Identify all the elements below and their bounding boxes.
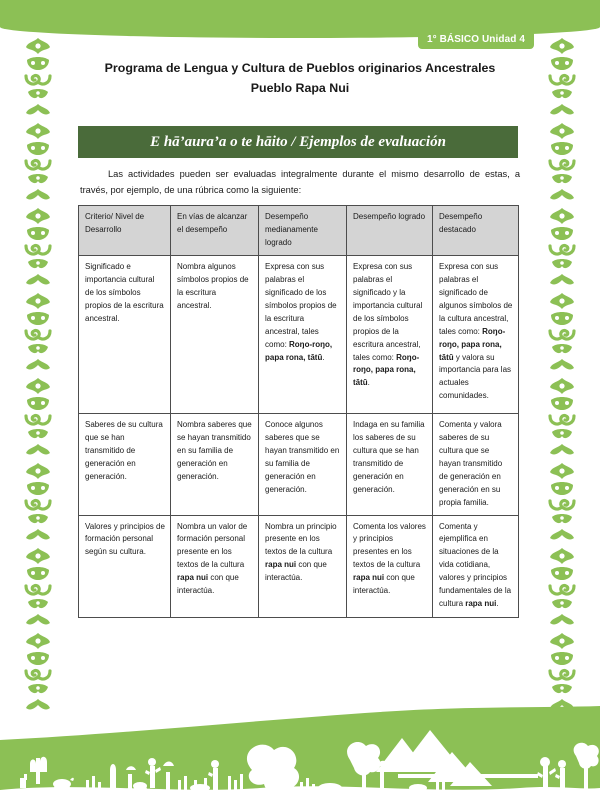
table-row [79,255,519,413]
page-title [60,58,540,99]
table-header-row [79,206,519,256]
cell-medianamente: Nombra un principio presente en los textos de la cultura rapa nui con que interactúa. [259,515,347,617]
section-banner [78,126,518,158]
cell-criterio: Saberes de su cultura que se han transmitido de generación en generación. [79,413,171,515]
rubric-table [78,205,519,618]
cell-destacado: Expresa con sus palabras el significado de algunos símbolos de la cultura ancestral, tales como: Roŋo-roŋo, papa rona, tātū y valora su importancia para las actuales comunidades. [433,255,519,413]
column-header-medianamente: Desempeño medianamente logrado [259,206,347,256]
table-row [79,413,519,515]
cell-medianamente: Conoce algunos saberes que se hayan transmitido en su familia de generación en generación. [259,413,347,515]
cell-logrado: Indaga en su familia los saberes de su cultura que se han transmitido de generación en generación. [347,413,433,515]
cell-en-vias: Nombra saberes que se hayan transmitido en su familia de generación en generación. [171,413,259,515]
column-header-en-vias: En vías de alcanzar el desempeño [171,206,259,256]
intro-paragraph [80,167,520,199]
page-title-line1: Programa de Lengua y Cultura de Pueblos originarios Ancestrales [104,61,496,75]
ornament-border-left [22,36,54,716]
intro-line-1: Las actividades pueden ser evaluadas integralmente durante el mismo desarrollo de estas, [108,169,510,179]
cell-logrado: Expresa con sus palabras el significado y la importancia cultural de los símbolos propios de la escritura ancestral, tales como: Roŋo-roŋo, papa rona, tātū. [347,255,433,413]
intro-line-2: a través, por ejemplo, de una rúbrica como la siguiente: [80,169,520,195]
cell-logrado: Comenta los valores y principios presentes en los textos de la cultura rapa nui con que interactúa. [347,515,433,617]
cell-medianamente: Expresa con sus palabras el significado de los símbolos propios de la escritura ancestral, tales como: Roŋo-roŋo, papa rona, tātū. [259,255,347,413]
section-banner-text: E hā’aura’a o te hāito / Ejemplos de evaluación [150,133,446,150]
page-title-line2: Pueblo Rapa Nui [250,81,350,96]
cell-en-vias: Nombra un valor de formación personal presente en los textos de la cultura rapa nui con que interactúa. [171,515,259,617]
cell-destacado: Comenta y ejemplifica en situaciones de la vida cotidiana, valores y principios fundamentales de la cultura rapa nui. [433,515,519,617]
cell-criterio: Valores y principios de formación personal según su cultura. [79,515,171,617]
column-header-criterio: Criterio/ Nivel de Desarrollo [79,206,171,256]
cell-destacado: Comenta y valora saberes de su cultura que se hayan transmitido de generación en generación en su propia familia. [433,413,519,515]
column-header-logrado: Desempeño logrado [347,206,433,256]
cell-en-vias: Nombra algunos símbolos propios de la escritura ancestral. [171,255,259,413]
table-row [79,515,519,617]
column-header-destacado: Desempeño destacado [433,206,519,256]
unit-badge: 1° BÁSICO Unidad 4 [418,30,534,49]
footer-landscape-illustration [0,700,600,800]
ornament-border-right [546,36,578,716]
cell-criterio: Significado e importancia cultural de los símbolos propios de la escritura ancestral. [79,255,171,413]
